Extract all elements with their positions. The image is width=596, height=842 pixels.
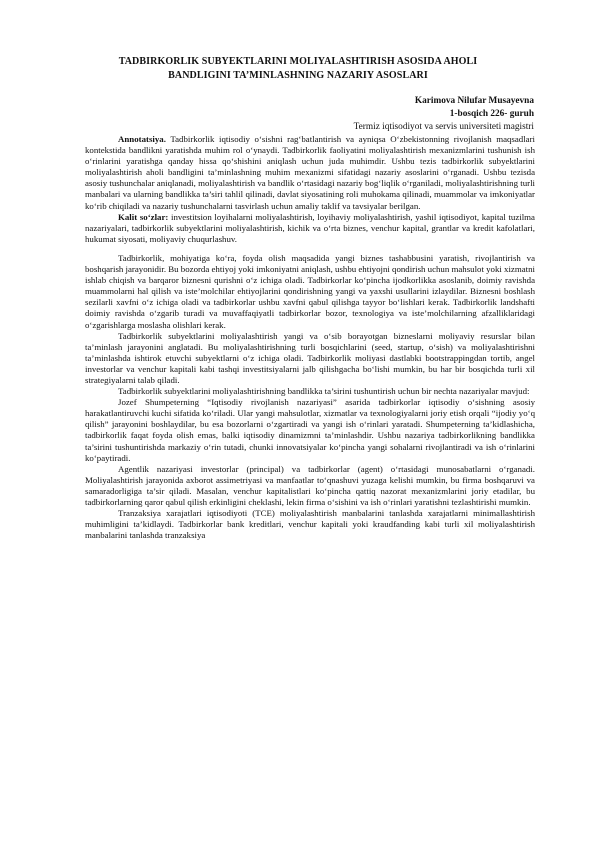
body-paragraph: Tadbirkorlik subyektlarini moliyalashtirishning bandlikka ta’sirini tushuntirish uchun bir nechta nazariyalar mavjud: xyxy=(118,386,530,397)
body-paragraph: Jozef Shumpeterning “Iqtisodiy rivojlanish nazariyasi” asarida tadbirkorlar iqtisodiy o‘sishning asosiy harakatlantiruvchi kuchi sifatida ko‘riladi. Ular yangi mahsulotlar, xizmatlar va texnologiyalarni joriy etish orqali “ijodiy yo‘q qilish” jarayonini boshlaydilar, bu esa bozorlarni o‘zgartiradi va yangi ish o‘rinlari yaratadi. Shumpeterning ta’kidlashicha, tadbirkorlik faqat foyda olish emas, balki iqtisodiy dinamizmni ta’minlashdir. Ushbu nazariya tadbirkorlikning bandlikka ta’sirini tushuntirishda markaziy o‘rin tutadi, chunki innovatsiyalar ko‘pincha yangi sohalarni rivojlantiradi va ish o‘rinlarini ko‘paytiradi. xyxy=(85,397,535,463)
title-line-1: TADBIRKORLIK SUBYEKTLARINI MOLIYALASHTIRISH ASOSIDA AHOLI xyxy=(118,56,478,67)
keywords-text: investitsion loyihalarni moliyalashtirish, loyihaviy moliyalashtirish, yashil iqtisodiyot, kapital tuzilma nazariyalari, tadbirkorlik subyektlarini moliyalashtirish, kichik va o‘rta biznes, venchur kapital, grantlar va kredit kafolatlari, hukumat siyosati, moliyaviy chuqurlashuv. xyxy=(85,211,535,244)
abstract-text: Tadbirkorlik iqtisodiy o‘sishni rag‘batlantirish va ayniqsa O‘zbekistonning rivojlanish maqsadlari kontekstida bandlikni yaratishda muhim rol o‘ynaydi. Tadbirkorlik faoliyatini moliyalashtirish mexanizmlarini tushunish ish o‘rinlarini yaratishga qanday hissa qo‘shishini aniqlash uchun juda muhimdir. Ushbu tezis tadbirkorlik subyektlarini moliyalashtirish aholi bandligini ta’minlashning muhim mexanizmi sifatidagi nazariy asoslarini o‘rganadi. Ushbu tezisda asosiy tushunchalar aniqlanadi, moliyalashtirish va bandlik o‘rtasidagi nazariy bog‘liqlik o‘rganiladi, moliyalashtirishning turli manbalari va ularning bandlikka ta’siri tahlil qilinadi, davlat siyosatining roli muhokama qilinadi, muammolar va imkoniyatlar ko‘rib chiqiladi va nazariy tushunchalarni tasvirlash uchun amaliy taklif va tavsiyalar berilgan. xyxy=(85,134,535,211)
author-affiliation: Termiz iqtisodiyot va servis universiteti magistri xyxy=(353,122,534,132)
body-paragraph: Tadbirkorlik subyektlarini moliyalashtirish yangi va o‘sib borayotgan bizneslarni moliyaviy resurslar bilan ta’minlash jarayonini anglatadi. Bu moliyalashtirishning turli bosqichlarini (seed, startup, o‘sish) va moliyalashtirishni ta’minlashda ishtirok etuvchi subyektlarni o‘z ichiga oladi. Tadbirkorlik moliyasi dastlabki bootstrappingdan tortib, angel investorlar va venchur kapitali kabi tashqi investitsiyalarni jalb qilishgacha bo‘lishi mumkin, bu har bir bosqichda turli xil strategiyalarni talab qiladi. xyxy=(85,330,535,385)
paper-body xyxy=(85,134,535,541)
body-paragraph: Agentlik nazariyasi investorlar (principal) va tadbirkorlar (agent) o‘rtasidagi munosabatlarni o‘rganadi. Moliyalashtirish jarayonida axborot assimetriyasi va manfaatlar to‘qnashuvi yuzaga kelishi mumkin, bu firma boshqaruvi va samaradorligiga ta’sir qiladi. Masalan, venchur kapitalistlari ko‘pincha qattiq nazorat mexanizmlarini joriy etadilar, bu tadbirkorlarning qaror qabul qilish erkinligini cheklashi, lekin firma o‘sishini va ish o‘rinlari yaratishni tezlashtirishi mumkin. xyxy=(85,463,535,507)
author-group: 1-bosqich 226- guruh xyxy=(449,109,534,119)
keywords-paragraph xyxy=(85,212,535,245)
author-name: Karimova Nilufar Musayevna xyxy=(414,96,534,106)
abstract-label: Annotatsiya. xyxy=(118,134,166,144)
keywords-label: Kalit so‘zlar: xyxy=(118,211,169,222)
abstract-paragraph xyxy=(85,134,535,212)
title-line-2: BANDLIGINI TA’MINLASHNING NAZARIY ASOSLARI xyxy=(168,70,428,81)
author-block xyxy=(174,95,534,134)
body-paragraph: Tranzaksiya xarajatlari iqtisodiyoti (TCE) moliyalashtirish manbalarini tanlashda xarajatlarni minimallashtirish muhimligini ta’kidlaydi. Tadbirkorlar bank kreditlari, venchur kapitali yoki kraudfanding kabi turli xil moliyalashtirish manbalarini tanlashda tranzaksiya xyxy=(85,508,535,541)
paper-title xyxy=(74,55,522,83)
body-paragraph: Tadbirkorlik, mohiyatiga ko‘ra, foyda olish maqsadida yangi biznes tashabbusini yaratish, rivojlantirish va boshqarish jarayonidir. Bu bozorda ehtiyoj yoki imkoniyatni aniqlash, ushbu ehtiyojni qondirish uchun mahsulot yoki xizmatni ishlab chiqish va barqaror biznesni qurishni o‘z ichiga oladi. Tadbirkorlar ko‘pincha ijodkorlikka asoslanib, doimiy ravishda muammolarni hal qilish va iste’molchilar ehtiyojlarini qondirishning yangi va yaxshi usullarini izlaydilar. Biznesni boshlash sezilarli xavfni o‘z ichiga oladi va tadbirkorlar ushbu xavfni qabul qilishga tayyor bo‘lishlari kerak. Tadbirkorlik landshafti doimiy ravishda o‘zgarib turadi va muvaffaqiyatli tadbirkorlar bozor, texnologiya va iste’molchilarning afzalliklaridagi o‘zgarishlarga moslasha olishlari kerak. xyxy=(85,252,535,330)
